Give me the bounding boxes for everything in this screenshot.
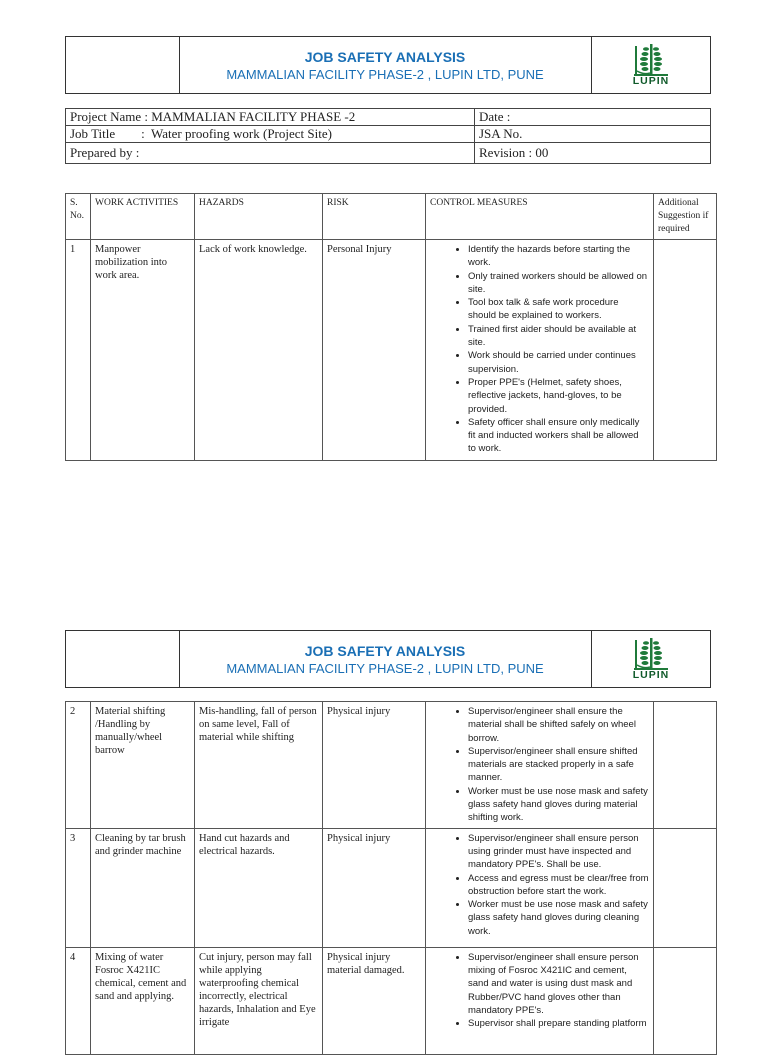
project-name: Project Name : MAMMALIAN FACILITY PHASE -2 [66,109,475,126]
header-blank-cell [66,631,180,687]
document-subtitle: MAMMALIAN FACILITY PHASE-2 , LUPIN LTD, PUNE [226,661,544,676]
row-activity: Material shifting /Handling by manually/wheel barrow [91,702,195,829]
row-activity: Manpower mobilization into work area. [91,240,195,461]
col-header-control-measures: CONTROL MEASURES [426,194,654,240]
row-activity: Mixing of water Fosroc X421IC chemical, cement and sand and applying. [91,947,195,1054]
row-control-measures [426,828,654,947]
jsa-table-page1 [65,193,717,461]
row-hazards: Mis-handling, fall of person on same level, Fall of material while shifting [195,702,323,829]
row-sno: 3 [66,828,91,947]
row-control-measures [426,947,654,1054]
measure-item: • Tool box talk & safe work procedure should be explained to workers. [468,296,649,323]
jsa-number: JSA No. [475,126,711,143]
row-sno: 1 [66,240,91,461]
table-row [66,828,717,947]
measure-item: • Supervisor shall prepare standing platform [468,1017,649,1030]
col-header-risk: RISK [323,194,426,240]
row-control-measures [426,702,654,829]
jsa-table-page2 [65,701,717,1055]
measure-item: • Trained first aider should be available at site. [468,323,649,350]
row-risk: Physical injury [323,828,426,947]
job-title: Job Title : Water proofing work (Project Site) [66,126,475,143]
document-title: JOB SAFETY ANALYSIS [304,49,466,65]
lupin-tree-icon [616,637,686,671]
header-title-cell [179,631,591,687]
row-control-measures [426,240,654,461]
row-hazards: Cut injury, person may fall while applying waterproofing chemical incorrectly, electrical hazards, Inhalation and Eye irrigate [195,947,323,1054]
revision: Revision : 00 [475,143,711,164]
document-title: JOB SAFETY ANALYSIS [304,643,466,659]
lupin-logo [616,637,686,683]
row-additional [654,828,717,947]
logo-wordmark: LUPIN [632,75,670,87]
col-header-activities: WORK ACTIVITIES [91,194,195,240]
table-header-row [66,194,717,240]
measure-item: • Supervisor/engineer shall ensure person mixing of Fosroc X421IC and cement, sand and water is using dust mask and Rubber/PVC hand gloves other than mandatory PPE's. [468,951,649,1017]
col-header-additional: Additional Suggestion if required [654,194,717,240]
measure-item: • Only trained workers should be allowed on site. [468,270,649,297]
measure-item: • Proper PPE's (Helmet, safety shoes, reflective jackets, hand-gloves, to be provided. [468,376,649,416]
measure-item: • Supervisor/engineer shall ensure the material shall be shifted safely on wheel borrow. [468,705,649,745]
date-field: Date : [475,109,711,126]
logo-wordmark: LUPIN [632,669,670,681]
header-title-cell [179,37,591,93]
header-logo-cell [591,631,711,687]
row-hazards: Lack of work knowledge. [195,240,323,461]
table-row [66,947,717,1054]
row-risk: Physical injury [323,702,426,829]
measure-item: • Supervisor/engineer shall ensure person using grinder must have inspected and mandatory PPE's. Shall be use. [468,832,649,872]
row-sno: 2 [66,702,91,829]
measure-item: • Identify the hazards before starting the work. [468,243,649,270]
document-header-page2 [65,630,711,688]
row-sno: 4 [66,947,91,1054]
row-additional [654,702,717,829]
measure-item: • Access and egress must be clear/free from obstruction before start the work. [468,872,649,899]
project-info-table [65,108,711,164]
measure-item: • Worker must be use nose mask and safety glass safety hand gloves during material shifting work. [468,785,649,825]
header-blank-cell [66,37,180,93]
col-header-hazards: HAZARDS [195,194,323,240]
header-logo-cell [591,37,711,93]
measure-item: • Worker must be use nose mask and safety glass safety hand gloves during cleaning work. [468,898,649,938]
document-header [65,36,711,94]
measure-item: • Work should be carried under continues supervision. [468,349,649,376]
measure-item: • Safety officer shall ensure only medically fit and inducted workers shall be allowed to work. [468,416,649,456]
row-activity: Cleaning by tar brush and grinder machine [91,828,195,947]
row-risk: Personal Injury [323,240,426,461]
prepared-by: Prepared by : [66,143,475,164]
row-additional [654,947,717,1054]
row-additional [654,240,717,461]
row-risk: Physical injury material damaged. [323,947,426,1054]
table-row [66,240,717,461]
row-hazards: Hand cut hazards and electrical hazards. [195,828,323,947]
measure-item: • Supervisor/engineer shall ensure shifted materials are stacked properly in a safe manner. [468,745,649,785]
table-row [66,702,717,829]
lupin-logo [616,43,686,89]
document-subtitle: MAMMALIAN FACILITY PHASE-2 , LUPIN LTD, PUNE [226,67,544,82]
col-header-sno: S. No. [66,194,91,240]
lupin-tree-icon [616,43,686,77]
